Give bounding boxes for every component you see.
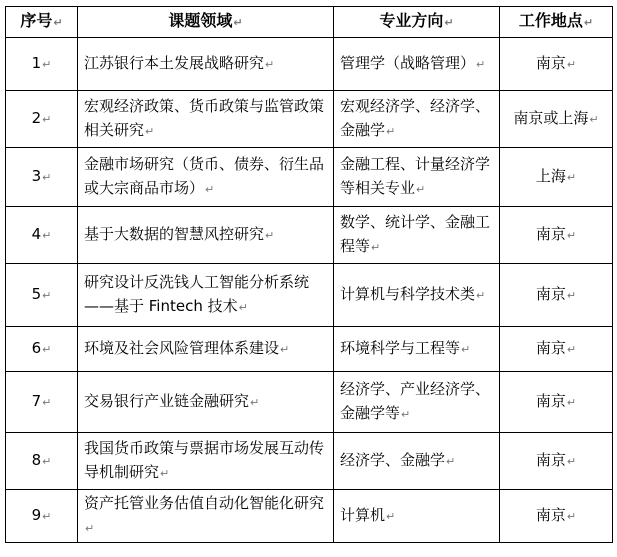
table-row xyxy=(6,207,613,264)
table-row xyxy=(6,433,613,490)
cell-topic: 基于大数据的智慧风控研究↵ xyxy=(78,207,334,264)
research-topics-table xyxy=(5,6,613,543)
table-row xyxy=(6,327,613,372)
cell-topic: 江苏银行本土发展战略研究↵ xyxy=(78,38,334,91)
cell-location: 南京↵ xyxy=(500,264,613,327)
cell-location: 南京或上海↵ xyxy=(500,91,613,148)
cell-topic: 金融市场研究（货币、债券、衍生品或大宗商品市场）↵ xyxy=(78,148,334,207)
cell-no: 6↵ xyxy=(6,327,78,372)
table-row xyxy=(6,38,613,91)
cell-major: 计算机↵ xyxy=(334,490,500,543)
cell-no: 8↵ xyxy=(6,433,78,490)
cell-major: 经济学、产业经济学、金融学等↵ xyxy=(334,372,500,433)
cell-location: 南京↵ xyxy=(500,327,613,372)
header-topic: 课题领域↵ xyxy=(78,7,334,38)
cell-major: 计算机与科学技术类↵ xyxy=(334,264,500,327)
cell-major: 管理学（战略管理）↵ xyxy=(334,38,500,91)
cell-location: 南京↵ xyxy=(500,207,613,264)
cell-no: 7↵ xyxy=(6,372,78,433)
cell-no: 1↵ xyxy=(6,38,78,91)
cell-major: 经济学、金融学↵ xyxy=(334,433,500,490)
cell-location: 南京↵ xyxy=(500,433,613,490)
table-row xyxy=(6,148,613,207)
cell-major: 宏观经济学、经济学、金融学↵ xyxy=(334,91,500,148)
cell-no: 2↵ xyxy=(6,91,78,148)
cell-topic: 环境及社会风险管理体系建设↵ xyxy=(78,327,334,372)
cell-major: 金融工程、计量经济学等相关专业↵ xyxy=(334,148,500,207)
header-major: 专业方向↵ xyxy=(334,7,500,38)
cell-location: 南京↵ xyxy=(500,490,613,543)
table-header-row xyxy=(6,7,613,38)
cell-topic: 我国货币政策与票据市场发展互动传导机制研究↵ xyxy=(78,433,334,490)
table-row xyxy=(6,490,613,543)
header-no: 序号↵ xyxy=(6,7,78,38)
cell-location: 南京↵ xyxy=(500,38,613,91)
cell-topic: 宏观经济政策、货币政策与监管政策相关研究↵ xyxy=(78,91,334,148)
cell-major: 环境科学与工程等↵ xyxy=(334,327,500,372)
cell-topic: 研究设计反洗钱人工智能分析系统——基于 Fintech 技术↵ xyxy=(78,264,334,327)
table-row xyxy=(6,372,613,433)
cell-no: 5↵ xyxy=(6,264,78,327)
cell-major: 数学、统计学、金融工程等↵ xyxy=(334,207,500,264)
cell-no: 3↵ xyxy=(6,148,78,207)
table-row xyxy=(6,264,613,327)
cell-location: 南京↵ xyxy=(500,372,613,433)
cell-topic: 资产托管业务估值自动化智能化研究↵ xyxy=(78,490,334,543)
cell-topic: 交易银行产业链金融研究↵ xyxy=(78,372,334,433)
table-row xyxy=(6,91,613,148)
cell-no: 9↵ xyxy=(6,490,78,543)
cell-no: 4↵ xyxy=(6,207,78,264)
header-location: 工作地点↵ xyxy=(500,7,613,38)
cell-location: 上海↵ xyxy=(500,148,613,207)
